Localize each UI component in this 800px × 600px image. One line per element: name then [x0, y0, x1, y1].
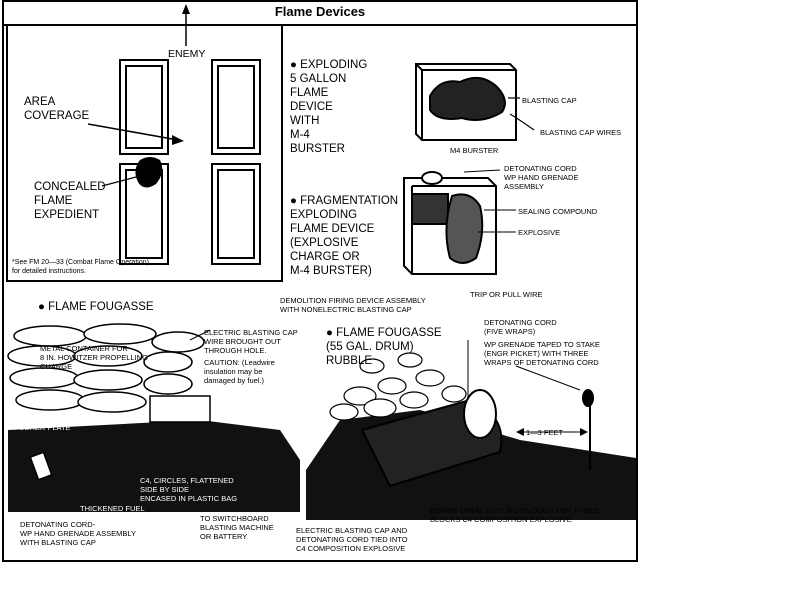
metal-container-label: METAL CONTAINER FOR 8 IN. HOWITZER PROPELLING CHARGE	[40, 344, 148, 371]
window-top-right	[212, 60, 260, 154]
fragmentation-heading	[290, 194, 398, 278]
piston-label: PISTON OR PUSHER PLATE	[14, 414, 71, 432]
blasting-cap-wires-label: BLASTING CAP WIRES	[540, 128, 622, 137]
trip-wire-label: TRIP OR PULL WIRE	[470, 290, 543, 299]
enemy-label: ENEMY	[168, 48, 206, 60]
fuel-container	[150, 396, 210, 422]
concealed-flame-label: CONCEALED FLAME EXPEDIENT	[34, 181, 106, 221]
electric-blasting-cap-label: ELECTRIC BLASTING CAP WIRE BROUGHT OUT THROUGH HOLE.	[204, 328, 298, 355]
exploding-device-heading	[290, 58, 367, 156]
fragmentation-can	[404, 172, 496, 274]
detonating-cord-assembly-label: DETONATING CORD- WP HAND GRENADE ASSEMBLY WITH BLASTING CAP	[20, 520, 137, 547]
five-gallon-can	[416, 64, 516, 140]
drum-fougasse-heading-text: FLAME FOUGASSE (55 GAL. DRUM) RUBBLE	[326, 327, 442, 367]
drum-detonating-cord-label: DETONATING CORD (FIVE WRAPS)	[484, 318, 557, 336]
window-top-left	[120, 60, 168, 154]
page-title: Flame Devices	[4, 2, 636, 26]
flame-fougasse-heading-text: FLAME FOUGASSE	[48, 301, 154, 313]
fragmentation-heading-text: FRAGMENTATION EXPLODING FLAME DEVICE (EXPLOSIVE CHARGE OR M-4 BURSTER)	[290, 195, 399, 277]
switchboard-label: TO SWITCHBOARD BLASTING MACHINE OR BATTERY	[200, 514, 274, 541]
exploding-device-heading-text: EXPLODING 5 GALLON FLAME DEVICE WITH M-4 BURSTER	[290, 59, 368, 155]
distance-label: 1—3 FEET	[526, 428, 564, 437]
caution-label: CAUTION: (Leadwire insulation may be damaged by fuel.)	[204, 358, 275, 385]
flame-fougasse-heading	[38, 300, 154, 314]
detonating-cord-label: DETONATING CORD WP HAND GRENADE ASSEMBLY	[504, 164, 579, 191]
behind-drum-label: BEHIND DRUM JUST BIG ENOUGH FOR THREE BLOCKS C4 COMPOSITION EXPLOSIVE	[430, 506, 599, 524]
window-bottom-right	[212, 164, 260, 264]
explosive-label: EXPLOSIVE	[518, 228, 561, 237]
footnote: *See FM 20—33 (Combat Flame Operation) for detailed instructions.	[12, 259, 149, 275]
c4-circles-label: C4, CIRCLES, FLATTENED SIDE BY SIDE ENCASED IN PLASTIC BAG	[140, 476, 238, 503]
wp-grenade-label: WP GRENADE TAPED TO STAKE (ENGR PICKET) WITH THREE WRAPS OF DETONATING CORD	[484, 340, 600, 367]
coverage-arrow	[88, 124, 178, 140]
sealing-compound-label: SEALING COMPOUND	[518, 207, 598, 216]
electric-cap-c4-label: ELECTRIC BLASTING CAP AND DETONATING CORD TIED INTO C4 COMPOSITION EXPLOSIVE	[296, 526, 408, 553]
flame-blob	[135, 157, 162, 188]
m4-burster-label: M4 BURSTER	[450, 146, 499, 155]
area-coverage-label: AREA COVERAGE	[24, 96, 90, 122]
demolition-device-label: DEMOLITION FIRING DEVICE ASSEMBLY WITH NONELECTRIC BLASTING CAP	[280, 296, 426, 314]
blasting-cap-label: BLASTING CAP	[522, 96, 577, 105]
drum-fougasse-heading	[326, 326, 442, 368]
thickened-fuel-label: THICKENED FUEL	[80, 504, 145, 513]
